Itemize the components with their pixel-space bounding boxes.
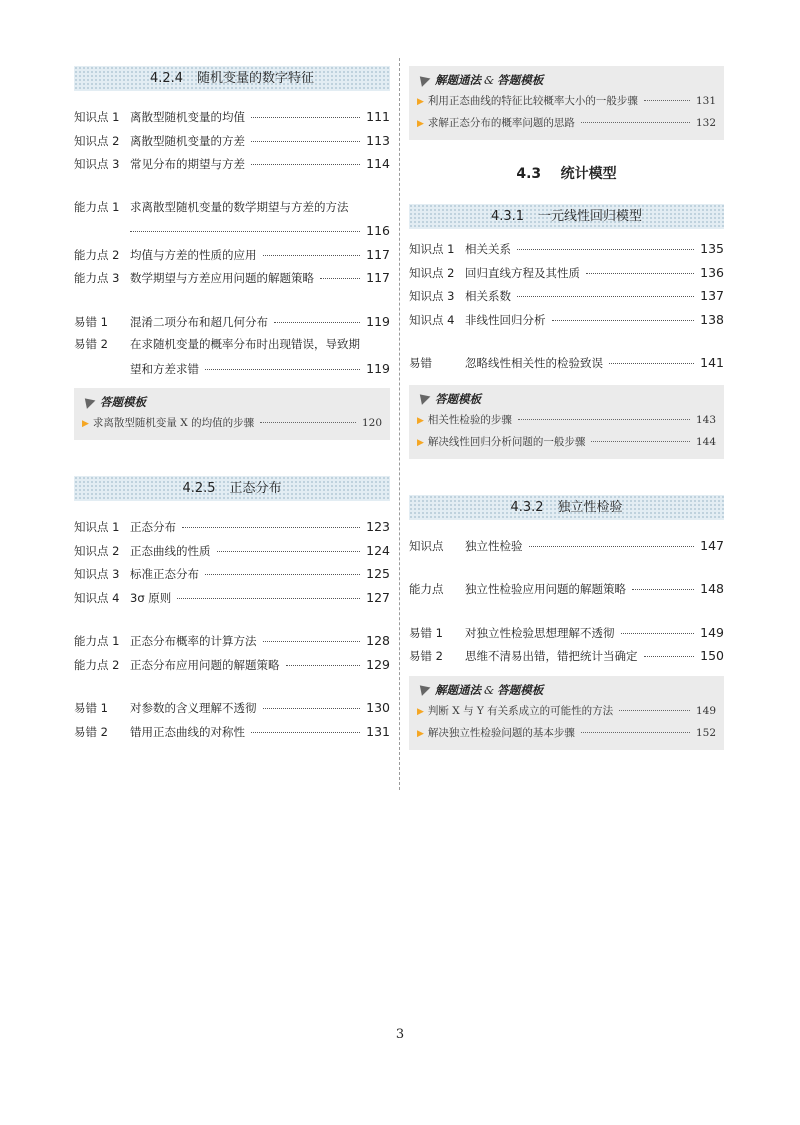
arrow-right-icon: ▶: [417, 728, 424, 739]
page-ref: 117: [366, 270, 390, 285]
toc-entry[interactable]: 知识点 1 离散型随机变量的均值 111: [74, 105, 390, 129]
box-header: 答题模板: [82, 392, 382, 412]
arrow-right-icon: ▶: [417, 119, 424, 129]
toc-entry[interactable]: 知识点 4 非线性回归分析 138: [409, 308, 724, 332]
arrow-right-icon: ▶: [417, 97, 424, 107]
box-item[interactable]: ▶ 利用正态曲线的特征比较概率大小的一般步骤 131: [417, 90, 716, 112]
page-ref: 148: [700, 581, 724, 596]
arrow-right-icon: ▶: [417, 437, 424, 448]
box-item[interactable]: ▶ 判断 X 与 Y 有关系成立的可能性的方法 149: [417, 700, 716, 722]
page-ref: 144: [695, 435, 716, 448]
section-number: 4.2.4: [149, 71, 184, 86]
box-header: 答题模板: [417, 389, 716, 409]
toc-entry[interactable]: 能力点 2 正态分布应用问题的解题策略 129: [74, 653, 390, 677]
box-item[interactable]: ▶ 求解正态分布的概率问题的思路 132: [417, 112, 716, 134]
chapter-title: 4.3 统计模型: [516, 166, 617, 182]
page-ref: 129: [366, 656, 390, 672]
page-ref: 125: [366, 566, 390, 581]
page-ref: 149: [700, 624, 724, 640]
page-ref: 130: [366, 700, 390, 715]
corner-triangle-icon: [416, 681, 431, 696]
toc-entry[interactable]: 能力点 独立性检验应用问题的解题策略 148: [409, 577, 724, 601]
page-ref: 143: [695, 413, 716, 426]
toc-entry[interactable]: 知识点 1 相关关系 135: [409, 237, 724, 261]
box-item[interactable]: ▶ 解决线性回归分析问题的一般步骤 144: [417, 431, 716, 453]
column-divider: [399, 58, 400, 790]
corner-triangle-icon: [416, 390, 431, 405]
box-header: 解题通法 & 答题模板: [417, 70, 716, 90]
method-template-box: [409, 676, 724, 750]
toc-entry-continued[interactable]: [74, 219, 390, 243]
toc-entry[interactable]: 易错 1 对独立性检验思想理解不透彻 149: [409, 621, 724, 645]
toc-entry[interactable]: 知识点 2 离散型随机变量的方差 113: [74, 129, 390, 153]
page-ref: 131: [366, 723, 390, 739]
toc-entry[interactable]: 知识点 独立性检验 147: [409, 534, 724, 558]
toc-entry[interactable]: 易错 2 在求随机变量的概率分布时出现错误，导致期: [74, 337, 360, 351]
page-ref: 123: [366, 519, 390, 534]
left-column: [74, 66, 390, 743]
section-header-4-3-1: 4.3.1 一元线性回归模型: [409, 204, 724, 229]
page-ref: 119: [366, 360, 390, 376]
toc-entry[interactable]: 易错 1 混淆二项分布和超几何分布 119: [74, 310, 390, 334]
page-ref: 141: [700, 355, 724, 370]
toc-entry-continued[interactable]: 望和方差求错 119: [74, 357, 390, 381]
toc-entry[interactable]: 易错 2 思维不清易出错，错把统计当确定 150: [409, 644, 724, 668]
page-number: 3: [395, 1027, 405, 1042]
toc-entry[interactable]: 能力点 3 数学期望与方差应用问题的解题策略 117: [74, 266, 390, 290]
box-item[interactable]: ▶ 求离散型随机变量 X 的均值的步骤 120: [82, 412, 382, 434]
page-ref: 119: [366, 313, 390, 329]
toc-entry[interactable]: 知识点 1 正态分布 123: [74, 515, 390, 539]
box-item[interactable]: ▶ 解决独立性检验问题的基本步骤 152: [417, 722, 716, 744]
page-ref: 136: [700, 264, 724, 280]
toc-entry[interactable]: 知识点 3 标准正态分布 125: [74, 562, 390, 586]
toc-entry[interactable]: 能力点 1 正态分布概率的计算方法 128: [74, 629, 390, 653]
page-ref: 138: [700, 311, 724, 327]
section-header-4-3-2: 4.3.2 独立性检验: [409, 495, 724, 520]
toc-entry[interactable]: 能力点 2 均值与方差的性质的应用 117: [74, 243, 390, 267]
page-ref: 111: [366, 109, 390, 124]
page-ref: 116: [366, 223, 390, 238]
answer-template-box: [409, 385, 724, 459]
right-column: [409, 66, 724, 750]
toc-entry[interactable]: 知识点 2 回归直线方程及其性质 136: [409, 261, 724, 285]
page-ref: 135: [700, 241, 724, 256]
box-header: 解题通法 & 答题模板: [417, 680, 716, 700]
arrow-right-icon: ▶: [417, 415, 424, 426]
toc-entry[interactable]: 易错 忽略线性相关性的检验致误 141: [409, 351, 724, 375]
box-item[interactable]: ▶ 相关性检验的步骤 143: [417, 409, 716, 431]
toc-entry[interactable]: 易错 1 对参数的含义理解不透彻 130: [74, 696, 390, 720]
corner-triangle-icon: [416, 72, 431, 87]
page-ref: 127: [366, 589, 390, 605]
arrow-right-icon: ▶: [82, 419, 89, 429]
corner-triangle-icon: [81, 394, 96, 409]
page-ref: 152: [695, 726, 716, 739]
section-title: 随机变量的数字特征: [197, 71, 315, 86]
page-ref: 114: [366, 156, 390, 171]
page-ref: 120: [361, 417, 382, 429]
answer-template-box: [74, 388, 390, 440]
section-header-4-2-4: [74, 66, 390, 91]
section-header-4-2-5: 4.2.5 正态分布: [74, 476, 390, 501]
toc-entry[interactable]: 知识点 3 常见分布的期望与方差 114: [74, 152, 390, 176]
page-ref: 149: [695, 704, 716, 717]
page-ref: 132: [695, 117, 716, 129]
toc-entry[interactable]: 易错 2 错用正态曲线的对称性 131: [74, 720, 390, 744]
page-ref: 150: [700, 648, 724, 663]
page-ref: 124: [366, 542, 390, 558]
method-template-box: [409, 66, 724, 140]
page-ref: 131: [695, 95, 716, 107]
page-ref: 117: [366, 246, 390, 262]
page-ref: 137: [700, 288, 724, 303]
page-ref: 128: [366, 633, 390, 648]
toc-entry[interactable]: 知识点 2 正态曲线的性质 124: [74, 539, 390, 563]
toc-entry[interactable]: 能力点 1 求离散型随机变量的数学期望与方差的方法: [74, 199, 349, 214]
toc-entry[interactable]: 知识点 4 3σ 原则 127: [74, 586, 390, 610]
page-ref: 147: [700, 537, 724, 553]
arrow-right-icon: ▶: [417, 706, 424, 717]
page-ref: 113: [366, 132, 390, 148]
toc-entry[interactable]: 知识点 3 相关系数 137: [409, 284, 724, 308]
